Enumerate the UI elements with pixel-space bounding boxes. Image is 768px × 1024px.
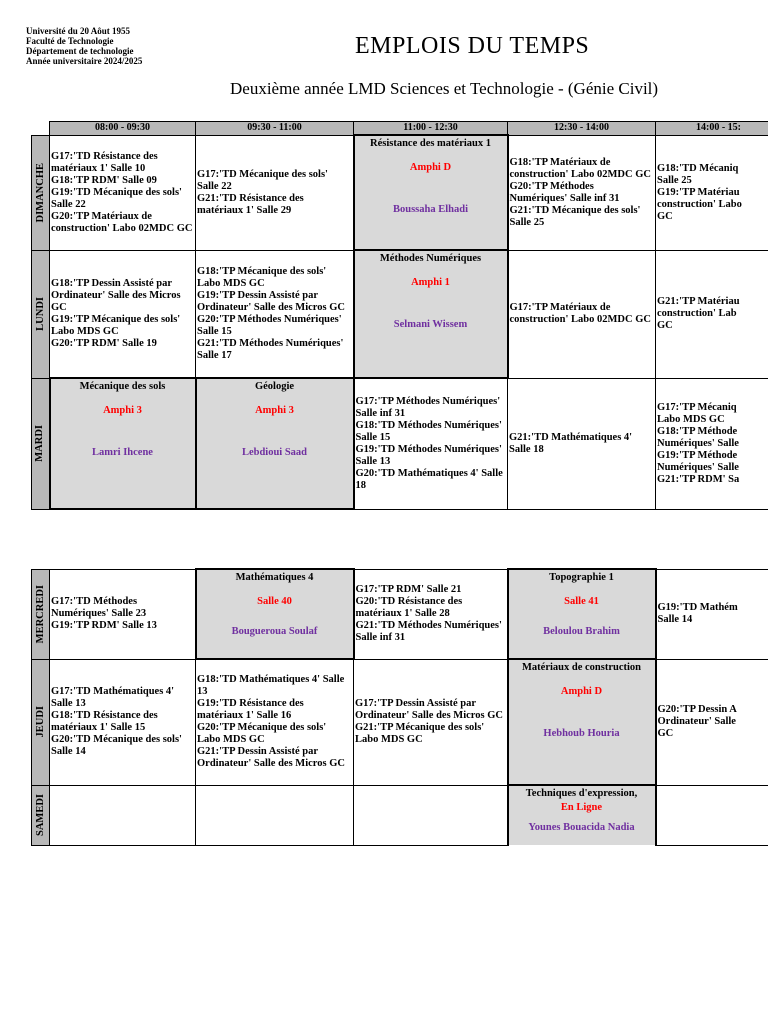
lecture-room: Salle 40 bbox=[257, 596, 292, 607]
page-subtitle: Deuxième année LMD Sciences et Technologie - (Génie Civil) bbox=[230, 79, 659, 98]
lecture-title: Techniques d'expression, bbox=[525, 788, 638, 799]
lecture-room: Amphi D bbox=[409, 162, 452, 173]
day-lundi: LUNDI bbox=[32, 250, 50, 378]
lecture-professor: Lebdioui Saad bbox=[241, 447, 308, 458]
cell-mercredi-1: G17:'TD Méthodes Numériques' Salle 23 G19:'TP RDM' Salle 13 bbox=[50, 569, 196, 659]
lecture-mercredi-2 bbox=[196, 569, 354, 659]
cell-dimanche-1: G17:'TD Résistance des matériaux 1' Salle 10 G18:'TP RDM' Salle 09 G19:'TD Mécanique des sols' Salle 22 G20:'TP Matériaux de construction' Labo 02MDC GC bbox=[50, 135, 196, 250]
schedule-table-bottom bbox=[31, 568, 768, 846]
cell-lundi-4: G17:'TP Matériaux de construction' Labo 02MDC GC bbox=[508, 250, 656, 378]
cell-mardi-4: G21:'TD Mathématiques 4' Salle 18 bbox=[508, 378, 656, 509]
university-name: Université du 20 Aôut 1955 bbox=[26, 26, 131, 36]
cell-dimanche-2: G17:'TD Mécanique des sols' Salle 22 G21:'TD Résistance des matériaux 1' Salle 29 bbox=[196, 135, 354, 250]
academic-year: Année universitaire 2024/2025 bbox=[26, 56, 143, 66]
slot-header-4: 12:30 - 14:00 bbox=[508, 122, 656, 136]
cell-mardi-3: G17:'TP Méthodes Numériques' Salle inf 31 G18:'TD Méthodes Numériques' Salle 15 G19:'TD Méthodes Numériques' Salle 13 G20:'TD Mathématiques 4' Salle 18 bbox=[354, 378, 508, 509]
cell-mardi-5: G17:'TP Mécaniq Labo MDS GC G18:'TP Méthode Numériques' Salle G19:'TP Méthode Numériques' Salle G21:'TP RDM' Sa bbox=[656, 378, 768, 509]
lecture-professor: Selmani Wissem bbox=[393, 319, 468, 330]
lecture-professor: Lamri Ihcene bbox=[92, 447, 153, 458]
cell-jeudi-2: G18:'TD Mathématiques 4' Salle 13 G19:'TD Résistance des matériaux 1' Salle 16 G20:'TP Mécanique des sols' Labo MDS GC G21:'TP Dessin Assisté par Ordinateur' Salle des Micros GC bbox=[196, 659, 354, 785]
cell-mercredi-5: G19:'TD Mathém Salle 14 bbox=[656, 569, 768, 659]
cell-jeudi-1: G17:'TD Mathématiques 4' Salle 13 G18:'TD Résistance des matériaux 1' Salle 15 G20:'TD Mécanique des sols' Salle 14 bbox=[50, 659, 196, 785]
cell-dimanche-5: G18:'TD Mécaniq Salle 25 G19:'TP Matériau construction' Labo GC bbox=[656, 135, 768, 250]
cell-mercredi-3: G17:'TP RDM' Salle 21 G20:'TD Résistance des matériaux 1' Salle 28 G21:'TD Méthodes Numériques' Salle inf 31 bbox=[354, 569, 508, 659]
lecture-room: En Ligne bbox=[560, 802, 603, 813]
lecture-room: Amphi 3 bbox=[103, 405, 142, 416]
cell-samedi-2 bbox=[196, 785, 354, 845]
lecture-title: Topographie 1 bbox=[549, 572, 614, 583]
cell-lundi-5: G21:'TP Matériau construction' Lab GC bbox=[656, 250, 768, 378]
slot-header-1: 08:00 - 09:30 bbox=[50, 122, 196, 136]
page-title: EMPLOIS DU TEMPS bbox=[355, 33, 590, 59]
schedule-table-top bbox=[31, 121, 768, 510]
day-mardi: MARDI bbox=[32, 378, 50, 509]
day-jeudi: JEUDI bbox=[32, 659, 50, 785]
lecture-room: Amphi 1 bbox=[411, 277, 450, 288]
lecture-dimanche-3 bbox=[354, 135, 508, 250]
faculty-name: Faculté de Technologie bbox=[26, 36, 114, 46]
slot-header-5: 14:00 - 15: bbox=[656, 122, 768, 136]
lecture-title: Matériaux de construction bbox=[522, 662, 641, 673]
lecture-professor: Bougueroua Soulaf bbox=[231, 626, 318, 637]
lecture-title: Méthodes Numériques bbox=[379, 253, 482, 264]
lecture-samedi-4 bbox=[508, 785, 656, 845]
slot-header-2: 09:30 - 11:00 bbox=[196, 122, 354, 136]
corner-cell bbox=[32, 122, 50, 136]
department-name: Département de technologie bbox=[26, 46, 134, 56]
day-mercredi: MERCREDI bbox=[32, 569, 50, 659]
lecture-room: Amphi D bbox=[560, 686, 603, 697]
cell-lundi-1: G18:'TP Dessin Assisté par Ordinateur' Salle des Micros GC G19:'TP Mécanique des sols' Labo MDS GC G20:'TP RDM' Salle 19 bbox=[50, 250, 196, 378]
lecture-mercredi-4 bbox=[508, 569, 656, 659]
lecture-room: Amphi 3 bbox=[255, 405, 294, 416]
cell-samedi-5 bbox=[656, 785, 768, 845]
cell-samedi-1 bbox=[50, 785, 196, 845]
lecture-jeudi-4 bbox=[508, 659, 656, 785]
slot-header-3: 11:00 - 12:30 bbox=[354, 122, 508, 136]
lecture-title: Mécanique des sols bbox=[79, 381, 166, 392]
cell-dimanche-4: G18:'TP Matériaux de construction' Labo 02MDC GC G20:'TP Méthodes Numériques' Salle inf 31 G21:'TD Mécanique des sols' Salle 25 bbox=[508, 135, 656, 250]
lecture-professor: Boussaha Elhadi bbox=[393, 204, 468, 215]
day-samedi: SAMEDI bbox=[32, 785, 50, 845]
lecture-mardi-1 bbox=[50, 378, 196, 509]
lecture-professor: Hebhoub Houria bbox=[543, 728, 620, 739]
lecture-professor: Younes Bouacida Nadia bbox=[528, 822, 635, 833]
lecture-lundi-3 bbox=[354, 250, 508, 378]
institution-header bbox=[26, 26, 142, 66]
lecture-title: Mathématiques 4 bbox=[235, 572, 314, 583]
lecture-room: Salle 41 bbox=[564, 596, 599, 607]
cell-jeudi-5: G20:'TP Dessin A Ordinateur' Salle GC bbox=[656, 659, 768, 785]
cell-samedi-3 bbox=[354, 785, 508, 845]
day-dimanche: DIMANCHE bbox=[32, 135, 50, 250]
lecture-title: Géologie bbox=[254, 381, 295, 392]
cell-jeudi-3: G17:'TP Dessin Assisté par Ordinateur' Salle des Micros GC G21:'TP Mécanique des sols' Labo MDS GC bbox=[354, 659, 508, 785]
lecture-mardi-2 bbox=[196, 378, 354, 509]
cell-lundi-2: G18:'TP Mécanique des sols' Labo MDS GC G19:'TP Dessin Assisté par Ordinateur' Salle des Micros GC G20:'TP Méthodes Numériques' Salle 15 G21:'TD Méthodes Numériques' Salle 17 bbox=[196, 250, 354, 378]
lecture-title: Résistance des matériaux 1 bbox=[369, 138, 492, 149]
lecture-professor: Beloulou Brahim bbox=[543, 626, 620, 637]
